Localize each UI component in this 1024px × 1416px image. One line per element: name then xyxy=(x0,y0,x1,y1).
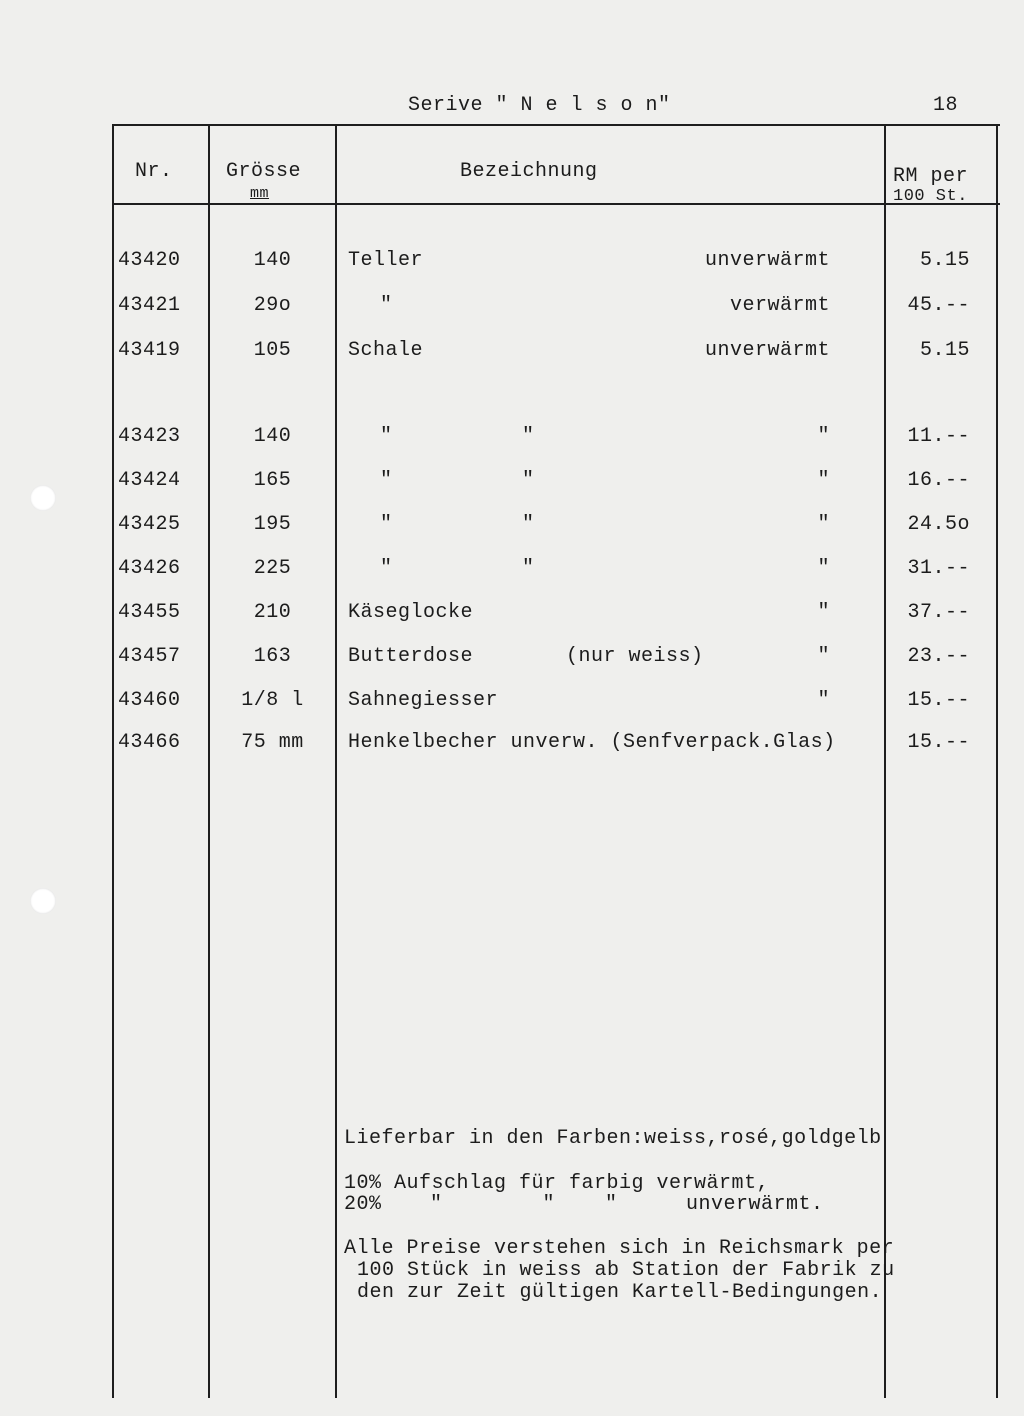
column-divider-right-edge xyxy=(996,124,998,1398)
row-nr: 43424 xyxy=(118,469,181,492)
note-colors: Lieferbar in den Farben:weiss,rosé,goldgelb xyxy=(344,1127,882,1150)
row-size: 163 xyxy=(253,645,292,668)
row-price: 37.-- xyxy=(907,601,970,624)
row-mid: " xyxy=(522,469,535,492)
row-nr: 43466 xyxy=(118,731,181,754)
row-price: 15.-- xyxy=(907,731,970,754)
row-item: Käseglocke xyxy=(348,601,474,624)
row-price: 15.-- xyxy=(907,689,970,712)
row-item: " xyxy=(380,513,393,536)
row-item: " xyxy=(380,294,393,317)
row-finish: unverwärmt xyxy=(704,249,830,272)
row-finish: verwärmt xyxy=(729,294,830,317)
note-surcharge-2-text: unverwärmt. xyxy=(686,1193,824,1216)
row-mid: (nur weiss) xyxy=(566,645,704,668)
column-header-description: Bezeichnung xyxy=(460,160,598,183)
row-item: Sahnegiesser xyxy=(348,689,499,712)
row-mid: " xyxy=(522,557,535,580)
column-divider-left-edge xyxy=(112,124,114,1398)
row-size: 1/8 l xyxy=(241,689,304,712)
row-price: 16.-- xyxy=(907,469,970,492)
row-finish: " xyxy=(817,513,830,536)
row-price: 5.15 xyxy=(919,249,970,272)
punch-hole-bottom xyxy=(30,888,56,914)
row-size: 140 xyxy=(253,249,292,272)
punch-hole-top xyxy=(30,485,56,511)
note-terms-3: den zur Zeit gültigen Kartell-Bedingungen. xyxy=(357,1281,883,1304)
row-mid: " xyxy=(522,513,535,536)
row-item: " xyxy=(380,425,393,448)
row-finish: " xyxy=(817,689,830,712)
row-nr: 43457 xyxy=(118,645,181,668)
column-header-nr: Nr. xyxy=(135,160,173,183)
row-finish: unverwärmt xyxy=(704,339,830,362)
note-terms-2: 100 Stück in weiss ab Station der Fabrik zu xyxy=(357,1259,895,1282)
column-header-price-line1: RM per xyxy=(893,165,969,188)
row-size: 75 mm xyxy=(241,731,304,754)
row-price: 5.15 xyxy=(919,339,970,362)
row-mid: " xyxy=(522,425,535,448)
row-nr: 43420 xyxy=(118,249,181,272)
note-surcharge-2-ditto: " " " xyxy=(430,1193,618,1216)
table-top-rule xyxy=(112,124,1000,126)
row-item: Teller xyxy=(348,249,424,272)
row-finish: " xyxy=(817,425,830,448)
column-divider-size xyxy=(335,124,337,1398)
column-header-size: Grösse xyxy=(226,160,302,183)
row-item: " xyxy=(380,469,393,492)
row-size: 225 xyxy=(253,557,292,580)
row-nr: 43423 xyxy=(118,425,181,448)
page-title: Serive " N e l s o n" xyxy=(408,94,671,117)
row-finish: " xyxy=(817,469,830,492)
row-price: 31.-- xyxy=(907,557,970,580)
row-finish: " xyxy=(817,645,830,668)
row-item: Schale xyxy=(348,339,424,362)
row-size: 105 xyxy=(253,339,292,362)
row-nr: 43426 xyxy=(118,557,181,580)
row-price: 24.5o xyxy=(907,513,970,536)
row-nr: 43460 xyxy=(118,689,181,712)
note-surcharge-2-percent: 20% xyxy=(344,1193,382,1216)
page-number: 18 xyxy=(933,94,959,117)
row-nr: 43421 xyxy=(118,294,181,317)
column-header-price-line2: 100 St. xyxy=(893,187,968,206)
note-surcharge-1: 10% Aufschlag für farbig verwärmt, xyxy=(344,1172,770,1195)
row-item: Butterdose xyxy=(348,645,474,668)
row-item: " xyxy=(380,557,393,580)
column-divider-nr xyxy=(208,124,210,1398)
row-nr: 43419 xyxy=(118,339,181,362)
row-finish: " xyxy=(817,557,830,580)
column-header-size-unit: mm xyxy=(250,185,270,202)
row-nr: 43425 xyxy=(118,513,181,536)
row-size: 210 xyxy=(253,601,292,624)
row-price: 23.-- xyxy=(907,645,970,668)
row-size: 165 xyxy=(253,469,292,492)
row-size: 195 xyxy=(253,513,292,536)
row-finish: " xyxy=(817,601,830,624)
header-bottom-rule xyxy=(112,203,1000,205)
column-divider-description xyxy=(884,124,886,1398)
note-terms-1: Alle Preise verstehen sich in Reichsmark per xyxy=(344,1237,895,1260)
row-item: Henkelbecher unverw. (Senfverpack.Glas) xyxy=(348,731,836,754)
row-price: 45.-- xyxy=(907,294,970,317)
row-price: 11.-- xyxy=(907,425,970,448)
row-size: 140 xyxy=(253,425,292,448)
row-nr: 43455 xyxy=(118,601,181,624)
row-size: 29o xyxy=(253,294,292,317)
